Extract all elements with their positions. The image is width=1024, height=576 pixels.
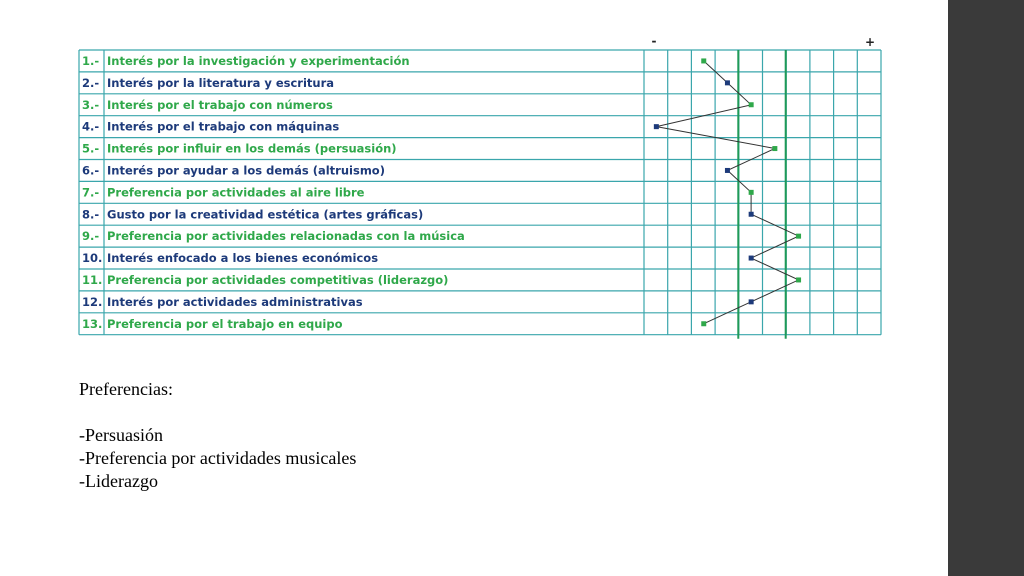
notes-item: -Preferencia por actividades musicales	[79, 448, 357, 468]
profile-point	[796, 234, 801, 239]
row-number: 1.-	[82, 53, 100, 68]
row-label: Gusto por la creatividad estética (artes gráficas)	[107, 207, 424, 222]
profile-point	[654, 124, 659, 129]
row-number: 12.	[82, 294, 103, 309]
profile-point	[749, 102, 754, 107]
profile-line	[656, 61, 798, 324]
row-label: Preferencia por actividades competitivas (liderazgo)	[107, 272, 449, 287]
profile-point	[701, 58, 706, 63]
notes-item: -Liderazgo	[79, 471, 158, 491]
row-number: 7.-	[82, 185, 100, 200]
notes-spacer	[79, 401, 679, 424]
row-number: 11.	[82, 272, 103, 287]
row-number: 2.-	[82, 75, 100, 90]
row-number: 8.-	[82, 207, 100, 222]
row-number: 6.-	[82, 163, 100, 178]
profile-point	[749, 212, 754, 217]
row-label: Interés por ayudar a los demás (altruismo)	[107, 163, 385, 178]
row-label: Interés por el trabajo con máquinas	[107, 119, 340, 134]
row-label: Interés por actividades administrativas	[107, 294, 363, 309]
row-label: Preferencia por actividades al aire libre	[107, 185, 365, 200]
row-number: 3.-	[82, 97, 100, 112]
right-sidebar	[948, 0, 1024, 576]
profile-point	[749, 299, 754, 304]
row-number: 4.-	[82, 119, 100, 134]
profile-point	[749, 190, 754, 195]
profile-point	[725, 168, 730, 173]
row-label: Interés enfocado a los bienes económicos	[107, 251, 379, 266]
profile-point	[796, 277, 801, 282]
row-label: Interés por la investigación y experimentación	[107, 53, 410, 68]
notes-heading: Preferencias:	[79, 379, 173, 399]
scale-min-label: -	[651, 34, 657, 48]
notes-item: -Persuasión	[79, 425, 163, 445]
row-number: 10.	[82, 251, 103, 266]
row-label: Interés por la literatura y escritura	[107, 75, 335, 90]
row-number: 5.-	[82, 141, 100, 156]
row-label: Preferencia por actividades relacionadas con la música	[107, 229, 465, 244]
profile-point	[749, 256, 754, 261]
row-number: 9.-	[82, 229, 100, 244]
profile-point	[772, 146, 777, 151]
row-label: Preferencia por el trabajo en equipo	[107, 316, 343, 331]
scale-max-label: +	[864, 35, 876, 49]
row-label: Interés por el trabajo con números	[107, 97, 333, 112]
row-label: Interés por influir en los demás (persuasión)	[107, 141, 397, 156]
profile-point	[725, 80, 730, 85]
row-number: 13.	[82, 316, 103, 331]
preferences-notes	[79, 378, 679, 493]
profile-point	[701, 321, 706, 326]
